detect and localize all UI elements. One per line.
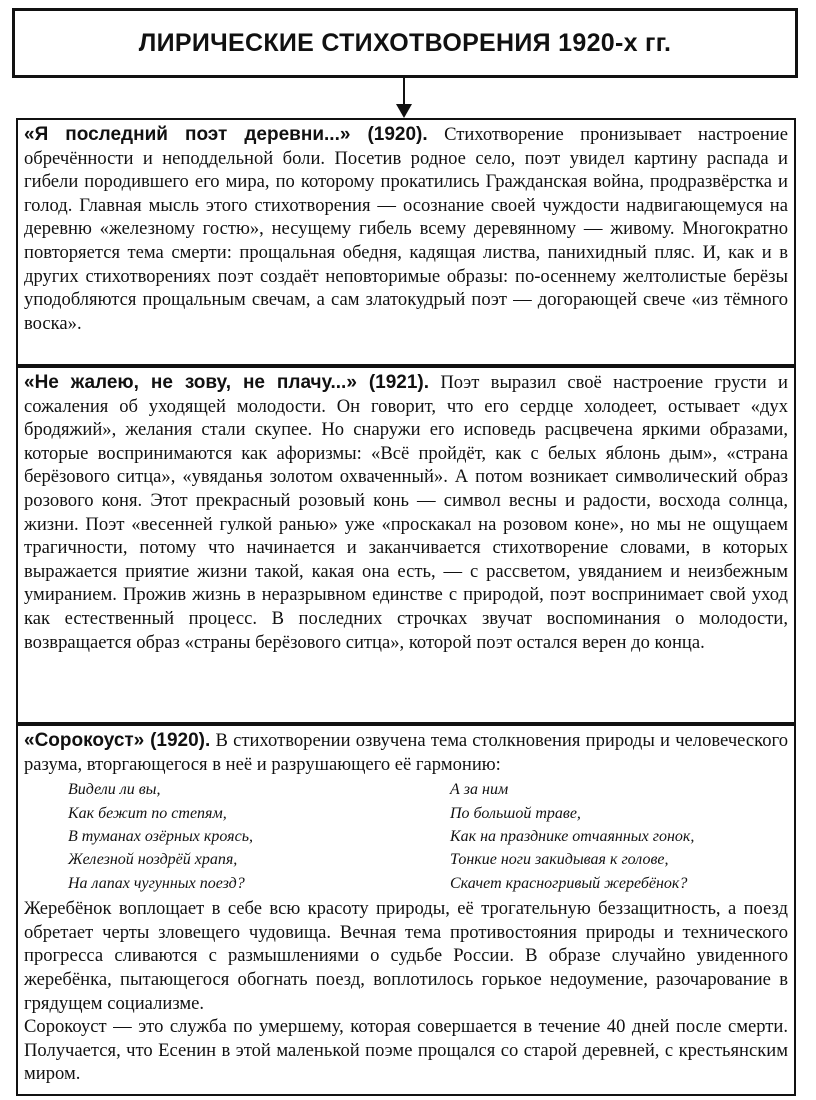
- arrow-down-icon: [396, 104, 412, 118]
- poem-line: Как на празднике отчаянных гонок,: [450, 828, 695, 845]
- poem-line: Как бежит по степям,: [68, 804, 227, 822]
- poem-line: Видели ли вы,: [68, 781, 161, 799]
- section-text: Поэт выразил своё настроение грусти и сожаления об уходящей молодости. Он говорит, что его сердце холодеет, остывает «дух бродяжий», желания стали скупее. Но снаружи его исповедь расцвечена яркими образами, которые воспринимаются как афоризмы: «Всё пройдёт, как с белых яблонь дым», «страна берёзового ситца», «увяданья золотом охваченный». А потом возникает символический образ розового коня. Этот прекрасный розовый конь — символ весны и радости, восхода солнца, жизни. Поэт «весенней гулкой ранью» уже «проскакал на розовом коне», но мы не ощущаем трагичности, потому что начинается и заканчивается стихотворение словами, в которых выражается приятие жизни такой, какая она есть, — с рассветом, увяданием и неизбежным умиранием. Прожив жизнь в неразрывном единстве с природой, поэт воспринимает свой уход как естественный процесс. В последних строчках звучат воспоминания о молодости, возвращается образ «страны берёзового ситца», которой поэт остался верен до конца.: [24, 372, 788, 653]
- poem-line: В туманах озёрных кроясь,: [68, 828, 253, 845]
- section-text: Стихотворение пронизывает настроение обречённости и неподдельной боли. Посетив родное село, поэт увидел картину распада и гибели породившего его мира, по которому прокатились Гражданская война, продразвёрстка и голод. Главная мысль этого стихотворения — осознание своей чуждости надвигающемуся на деревню «железному гостю», несущему гибель всему деревянному — живому. Многократно повторяется тема смерти: прощальная обедня, кадящая листва, панихидный пляс. И, как и в других стихотворениях поэт создаёт неповторимые образы: по-осеннему желтолистые берёзы уподобляются прощальным свечам, а сам златокудрый поэт — догорающей свече «из тёмного воска».: [24, 124, 789, 334]
- section-text-conclusion: Сорокоуст — это служба по умершему, которая совершается в течение 40 дней после смерти. Получается, что Есенин в этой маленькой поэме прощался со старой деревней, с крестьянским миром.: [24, 1016, 788, 1085]
- section-sorokoust: [16, 724, 796, 1096]
- section-heading: «Сорокоуст» (1920).: [24, 730, 211, 751]
- section-heading: «Не жалею, не зову, не плачу...» (1921).: [24, 372, 430, 393]
- poem-line: На лапах чугунных поезд?: [68, 874, 245, 892]
- poem-line: Скачет красногривый жеребёнок?: [450, 874, 688, 892]
- section-text-after-poem: Жеребёнок воплощает в себе всю красоту природы, её трогательную беззащитность, а поезд обретает черты зловещего чудовища. Вечная тема противостояния природы и технического прогресса сливаются с размышлениями о судьбе России. В образе случайно увиденного жеребёнка, пытающегося обогнать поезд, воплотилось горькое недоумение, разочарование в грядущем социализме.: [24, 898, 788, 1014]
- section-text: В стихотворении озвучена тема столкновения природы и человеческого разума, вторгающегося в неё и разрушающего её гармонию:: [24, 730, 788, 775]
- poem-line: Железной ноздрёй храпя,: [68, 851, 238, 869]
- poem-column-right: [428, 778, 788, 895]
- poem-quote: [24, 776, 788, 897]
- poem-line: По большой траве,: [450, 804, 581, 822]
- section-ne-zhaleyu: [16, 366, 796, 724]
- title-box: [12, 8, 798, 78]
- poem-line: Тонкие ноги закидывая к голове,: [450, 851, 669, 869]
- poem-line: А за ним: [450, 781, 509, 799]
- section-poet-of-village: [16, 118, 796, 366]
- poem-column-left: [68, 778, 428, 895]
- section-heading: «Я последний поэт деревни...» (1920).: [24, 124, 428, 145]
- page-title: ЛИРИЧЕСКИЕ СТИХОТВОРЕНИЯ 1920-х гг.: [138, 28, 672, 57]
